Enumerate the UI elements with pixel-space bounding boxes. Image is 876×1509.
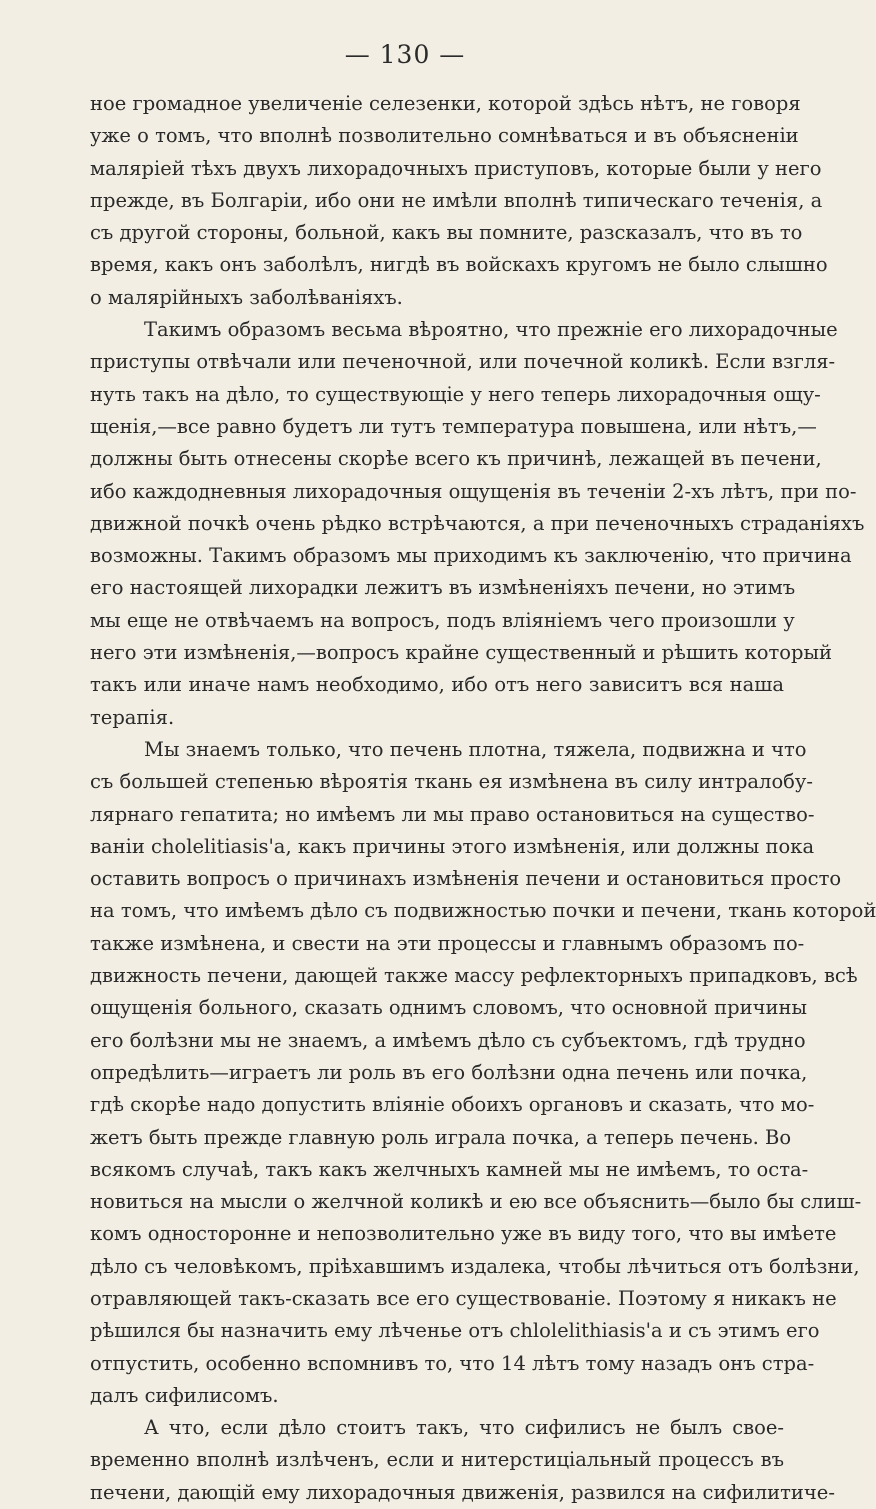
text-line: ванiи cholelitiasis'a, какъ причины этого измѣненiя, или должны пока [90, 834, 815, 858]
text-line: лярнаго гепатита; но имѣемъ ли мы право остановиться на существо- [90, 802, 815, 826]
text-line: Такимъ образомъ весьма вѣроятно, что прежнiе его лихорадочные [144, 318, 838, 342]
text-line: о малярiйныхъ заболѣванiяхъ. [90, 285, 403, 309]
text-line: дѣло съ человѣкомъ, прiѣхавшимъ издалека, чтобы лѣчиться отъ болѣзни, [90, 1254, 860, 1278]
paragraph [90, 734, 876, 1412]
text-line: движность печени, дающей также массу рефлекторныхъ припадковъ, всѣ [90, 964, 858, 988]
text-line: движной почкѣ очень рѣдко встрѣчаются, а при печеночныхъ страданiяхъ [90, 511, 865, 535]
text-line: терапiя. [90, 705, 175, 729]
text-line: прежде, въ Болгарiи, ибо они не имѣли вполнѣ типическаго теченiя, а [90, 188, 823, 212]
text-line: рѣшился бы назначить ему лѣченье отъ chlolelithiasis'a и съ этимъ его [90, 1319, 820, 1343]
text-line: уже о томъ, что вполнѣ позволительно сомнѣваться и въ объясненiи [90, 124, 799, 148]
text-line: должны быть отнесены скорѣе всего къ причинѣ, лежащей въ печени, [90, 447, 822, 471]
text-line: ное громадное увеличенiе селезенки, которой здѣсь нѣтъ, не говоря [90, 92, 801, 115]
text-line: жетъ быть прежде главную роль играла почка, а теперь печень. Во [90, 1125, 792, 1149]
text-line: съ другой стороны, больной, какъ вы помните, разсказалъ, что въ то [90, 221, 803, 245]
paragraph [90, 1412, 835, 1509]
text-line: время, какъ онъ заболѣлъ, нигдѣ въ войскахъ кругомъ не было слышно [90, 253, 828, 277]
page-number: — 130 — [344, 40, 466, 69]
text-line: Мы знаемъ только, что печень плотна, тяжела, подвижна и что [144, 737, 807, 761]
text-line: на томъ, что имѣемъ дѣло съ подвижностью почки и печени, ткань которой [90, 899, 876, 923]
text-line: приступы отвѣчали или печеночной, или почечной коликѣ. Если взгля- [90, 350, 836, 374]
text-line: его настоящей лихорадки лежитъ въ измѣненiяхъ печени, но этимъ [90, 576, 796, 600]
text-line: щенiя,—все равно будетъ ли тутъ температура повышена, или нѣтъ,— [90, 414, 817, 438]
text-line: его болѣзни мы не знаемъ, а имѣемъ дѣло съ субъектомъ, гдѣ трудно [90, 1028, 806, 1052]
text-line: опредѣлить—играетъ ли роль въ его болѣзни одна печень или почка, [90, 1060, 808, 1084]
text-line: гдѣ скорѣе надо допустить влiянiе обоихъ органовъ и сказать, что мо- [90, 1093, 815, 1117]
text-line: далъ сифилисомъ. [90, 1383, 279, 1407]
text-line: малярiей тѣхъ двухъ лихорадочныхъ приступовъ, которые были у него [90, 156, 822, 180]
text-line: всякомъ случаѣ, такъ какъ желчныхъ камней мы не имѣемъ, то оста- [90, 1157, 809, 1181]
text-line: новиться на мысли о желчной коликѣ и ею все объяснить—было бы слиш- [90, 1190, 862, 1214]
text-line: него эти измѣненiя,—вопросъ крайне существенный и рѣшить который [90, 641, 833, 665]
text-line: съ большей степенью вѣроятiя ткань ея измѣнена въ силу интралобу- [90, 770, 813, 794]
text-line: отравляющей такъ-сказать все его существованiе. Поэтому я никакъ не [90, 1286, 837, 1310]
text-line: такъ или иначе намъ необходимо, ибо отъ него зависитъ вся наша [90, 673, 784, 697]
body-text [90, 88, 876, 1509]
text-line: временно вполнѣ излѣченъ, если и нитерстицiальный процессъ въ [90, 1448, 784, 1472]
text-line: А что, если дѣло стоитъ такъ, что сифилисъ не былъ свое- [144, 1416, 784, 1440]
text-line: ощущенiя больного, сказать однимъ словомъ, что основной причины [90, 996, 807, 1020]
text-line: печени, дающiй ему лихорадочныя движенiя, развился на сифилитиче- [90, 1480, 835, 1504]
text-line: комъ односторонне и непозволительно уже въ виду того, что вы имѣете [90, 1222, 837, 1246]
text-line: отпустить, особенно вспомнивъ то, что 14 лѣтъ тому назадъ онъ стра- [90, 1351, 815, 1375]
paragraph [90, 314, 865, 734]
text-line: оставить вопросъ о причинахъ измѣненiя печени и остановиться просто [90, 867, 842, 891]
text-line: мы еще не отвѣчаемъ на вопросъ, подъ влiянiемъ чего произошли у [90, 608, 795, 632]
text-line: нуть такъ на дѣло, то существующiе у него теперь лихорадочныя ощу- [90, 382, 821, 406]
text-line: также измѣнена, и свести на эти процессы и главнымъ образомъ по- [90, 931, 805, 955]
text-line: ибо каждодневныя лихорадочныя ощущенiя въ теченiи 2-хъ лѣтъ, при по- [90, 479, 857, 503]
text-line: возможны. Такимъ образомъ мы приходимъ къ заключенiю, что причина [90, 544, 852, 568]
paragraph [90, 88, 828, 314]
